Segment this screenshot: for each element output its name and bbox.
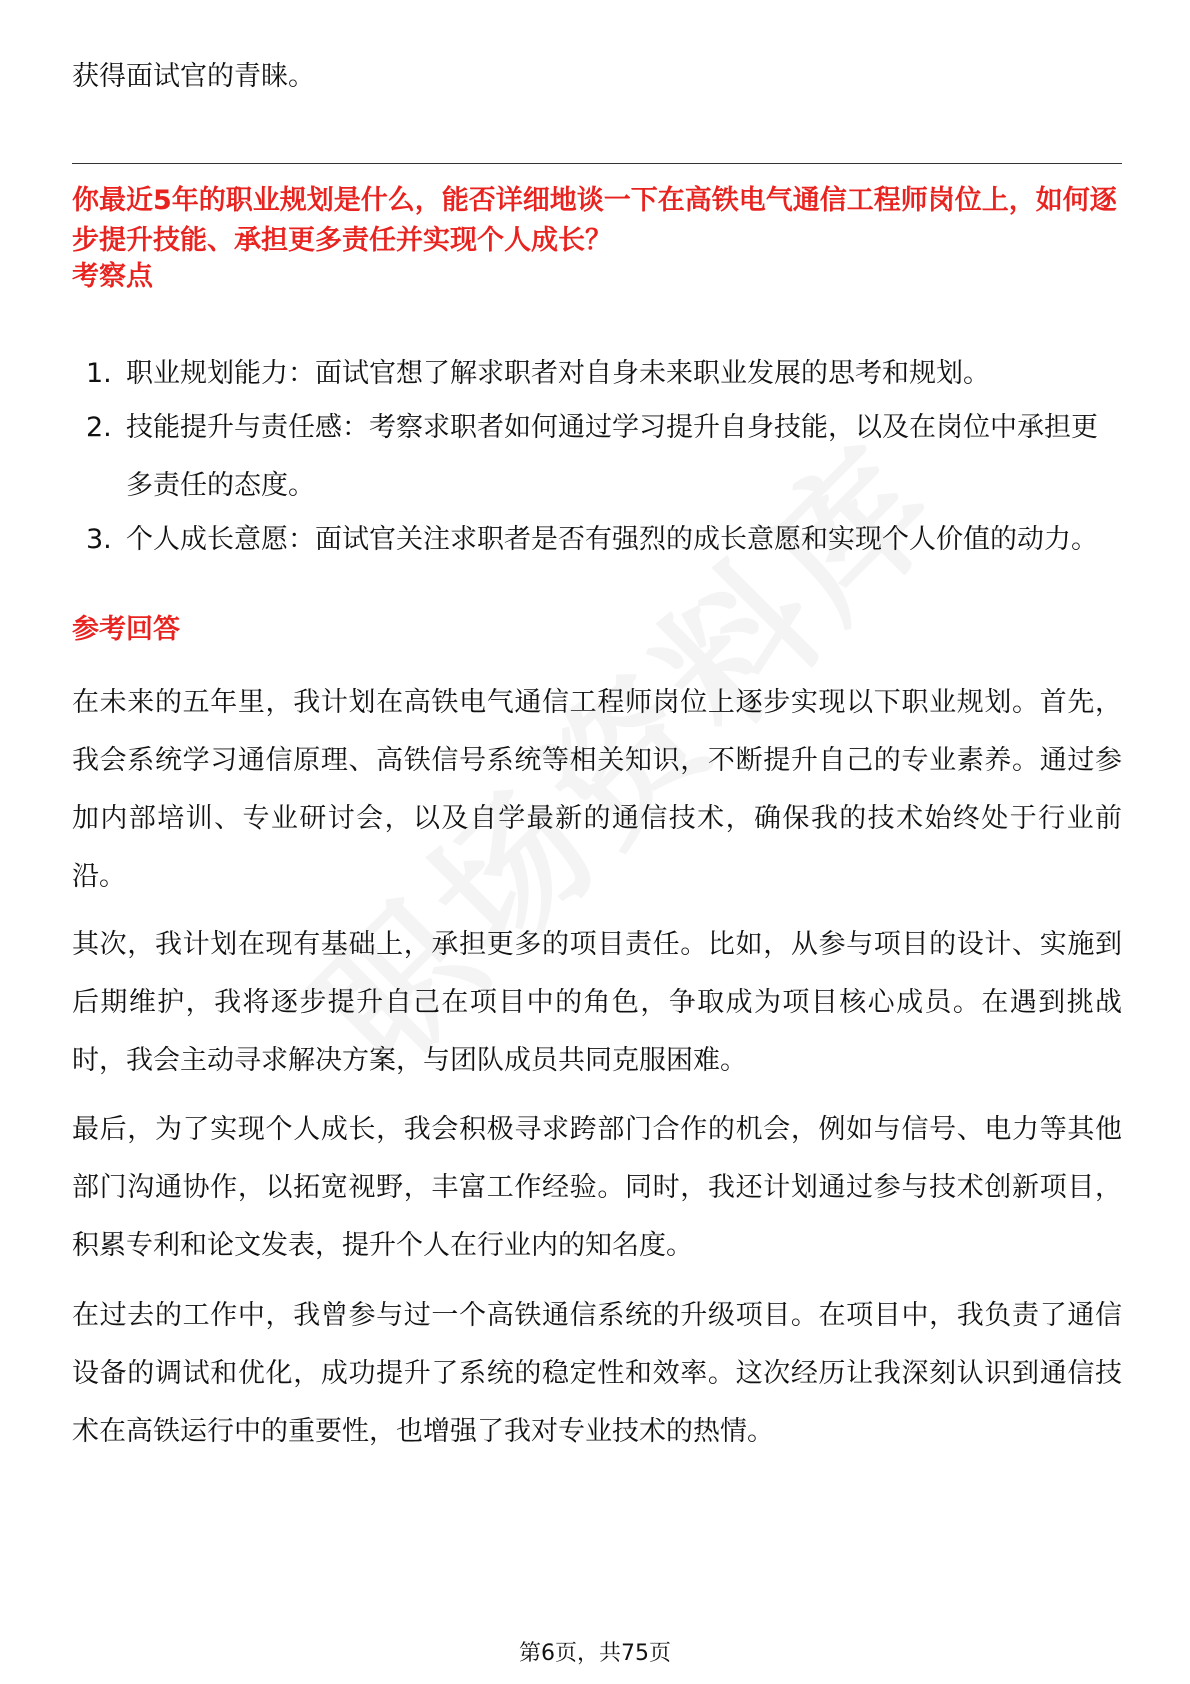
answer-section-title: 参考回答 <box>72 614 180 645</box>
question-heading: 你最近5年的职业规划是什么，能否详细地谈一下在高铁电气通信工程师岗位上，如何逐步提升技能、承担更多责任并实现个人成长？ <box>72 185 1117 256</box>
answer-paragraph: 其次，我计划在现有基础上，承担更多的项目责任。比如，从参与项目的设计、实施到后期维护，我将逐步提升自己在项目中的角色，争取成为项目核心成员。在遇到挑战时，我会主动寻求解决方案，与团队成员共同克服困难。 <box>72 929 1122 1076</box>
page-footer: 第6页，共75页 <box>519 1641 671 1666</box>
list-item-text: 个人成长意愿：面试官关注求职者是否有强烈的成长意愿和实现个人价值的动力。 <box>126 524 1098 555</box>
document-page <box>72 0 1122 1684</box>
focus-section-title: 考察点 <box>72 261 153 292</box>
list-item <box>72 511 1122 569</box>
list-item-number: 2. <box>86 412 112 443</box>
intro-tail-text: 获得面试官的青睐。 <box>72 61 315 92</box>
section-divider <box>72 163 1122 164</box>
list-item <box>72 345 1122 403</box>
list-item-number: 3. <box>86 524 112 555</box>
list-item-text: 技能提升与责任感：考察求职者如何通过学习提升自身技能，以及在岗位中承担更多责任的态度。 <box>126 412 1098 501</box>
answer-paragraph: 在过去的工作中，我曾参与过一个高铁通信系统的升级项目。在项目中，我负责了通信设备的调试和优化，成功提升了系统的稳定性和效率。这次经历让我深刻认识到通信技术在高铁运行中的重要性，也增强了我对专业技术的热情。 <box>72 1300 1122 1447</box>
answer-paragraph: 在未来的五年里，我计划在高铁电气通信工程师岗位上逐步实现以下职业规划。首先，我会系统学习通信原理、高铁信号系统等相关知识，不断提升自己的专业素养。通过参加内部培训、专业研讨会，以及自学最新的通信技术，确保我的技术始终处于行业前沿。 <box>72 687 1122 892</box>
focus-list <box>72 345 1122 569</box>
list-item-text: 职业规划能力：面试官想了解求职者对自身未来职业发展的思考和规划。 <box>126 358 990 389</box>
list-item-number: 1. <box>86 358 112 389</box>
list-item <box>72 399 1122 515</box>
answer-paragraph: 最后，为了实现个人成长，我会积极寻求跨部门合作的机会，例如与信号、电力等其他部门沟通协作，以拓宽视野，丰富工作经验。同时，我还计划通过参与技术创新项目，积累专利和论文发表，提升个人在行业内的知名度。 <box>72 1114 1122 1261</box>
